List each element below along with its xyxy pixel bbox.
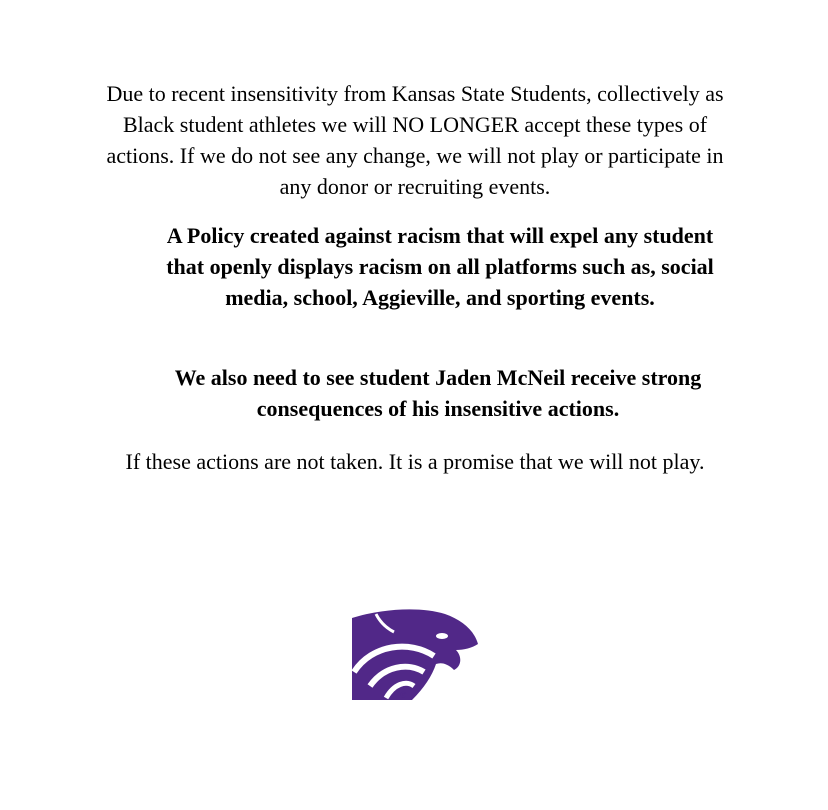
intro-paragraph: Due to recent insensitivity from Kansas State Students, collectively as Black student athletes we will NO LONGER accept these types of actions. If we do not see any change, we will not play or participate in any donor or recruiting events. xyxy=(106,81,724,199)
powercat-eye xyxy=(436,633,448,639)
demand-consequence-paragraph: We also need to see student Jaden McNeil receive strong consequences of his insensitive actions. xyxy=(174,365,702,421)
demand-policy-paragraph: A Policy created against racism that will expel any student that openly displays racism on all platforms such as, social media, school, Aggieville, and sporting events. xyxy=(166,223,714,310)
powercat-logo-icon xyxy=(350,606,480,702)
registered-mark: ® xyxy=(400,690,407,700)
closing-paragraph: If these actions are not taken. It is a promise that we will not play. xyxy=(125,449,705,474)
